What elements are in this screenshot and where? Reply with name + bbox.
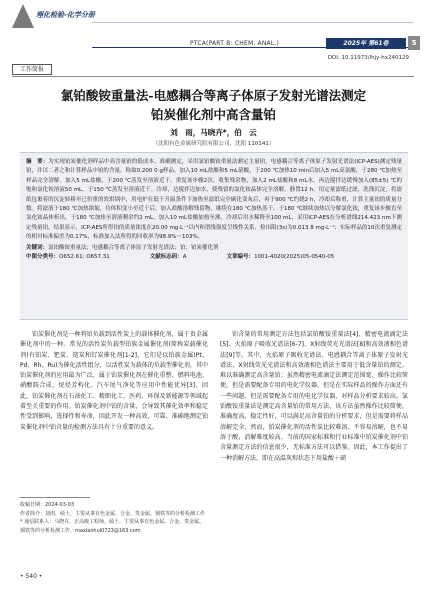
keywords-label: 关键词： <box>26 244 49 251</box>
abstract-box <box>20 152 408 320</box>
body-column-left <box>20 330 208 433</box>
page-badge: 5 <box>408 36 420 50</box>
clc-number: 中图分类号：O652.61; O657.31 <box>26 253 110 260</box>
footnote-received: 收稿日期：2024-03-03 <box>20 502 75 508</box>
journal-title: PTCA(PART B: CHEM. ANAL.) <box>190 40 280 47</box>
header-rule-top <box>92 22 414 23</box>
journal-header <box>0 0 427 52</box>
footnote-author: 作者简介：刘雨，硕士，主要从事有色金属、合金、贵金属、钢铁等的分析检测工作 <box>20 510 206 517</box>
authors: 刘 雨，马晓卉*，伯 云 <box>170 128 257 137</box>
affiliation: （沈阳有色金属研究院有限公司，沈阳 110141） <box>152 141 275 147</box>
body-column-right <box>220 330 408 464</box>
title-line-1: 氯铂酸铵重量法-电感耦合等离子体原子发射光谱法测定 <box>60 88 367 103</box>
journal-logo-text: 理化检验-化学分册 <box>36 11 95 19</box>
footnote-rule <box>20 497 90 498</box>
footnote-corresponding: * 通信联系人：马晓卉，正高级工程师，硕士，主要从事有色金属、合金、贵金属、钢铁等的分析检测工作，maxiaohui0723@163.com <box>20 519 205 534</box>
body-paragraph: 铂含量的常用测定方法包括氯铂酸铵重量法[4]、精密电流滴定法[5]、火焰原子吸收光谱法[6-7]、X射线荧光光谱法[8]和高效液相色谱法[9]等。其中，火焰原子吸收光谱法、电感耦合等离子体原子发射光谱法、X射线荧光光谱法和高效液相色谱法主要用于低含量铂的测定，难以准确测定高含量铂；虽然精密电流滴定法测定范围宽、操作比较简便，但是需要配备专用的电化学仪器，但是在实际样品的操作方面还有一些问题，但是需要配备专用的电化学仪器，对样品分析要求较高。氯铂酸铵重量法是测定高含量铂的常用方法，该方法虽然操作比较简便，准确度高，稳定性好，可以满足高含量铂的分析要求，但是需要将样品溶解完全，然而，铂炭催化剂的活性炭比较难溶，不容易溶解，也不易溶于酸，消解难度较高。当前的国家标准和行业标准中铂炭催化剂中铂含量测定方法的信息很少，无标准方法可以借鉴。因此，本工作提出了一种消解方法，即在高温灰烬状态下用盐酸＋硝 <box>220 331 408 462</box>
section-tag: 工作简报 <box>12 64 52 75</box>
year-issue-badge: 2025年 第61卷 <box>326 38 406 49</box>
journal-logo-icon <box>12 4 34 28</box>
article-title <box>0 86 427 124</box>
keywords <box>26 244 402 253</box>
page-number: • 540 • <box>20 573 43 580</box>
footnotes <box>20 501 208 535</box>
doi: DOI: 10.11973/lhjy-hx240129 <box>327 55 409 61</box>
section-rule <box>12 76 414 77</box>
article-number: 文章编号：1001-4020(2025)05-0540-05 <box>226 253 335 260</box>
abstract-text: 为实现铂炭催化剂样品中高含量铂的低成本、准确测定，采用氯铂酸铵重量法测定主量铂，电感耦合等离子体原子发射光谱法(ICP-AES)测定残量铂，并以二者之和计算样品中铂的含量。称取0.200 0 g样品，加入10 mL盐酸和5 mL硝酸，于200 ℃加热10 min后加入5 mL高氯酸，于280 ℃加热至样品完全溶解。加入5 mL盐酸，于200 ℃蒸发至溶液近干，重复该步骤2次。收集残余物，加入2 mL盐酸和8 mL水，再边搅拌边缓慢加入(85±5) ℃的饱和氯化铵溶液50 mL，于150 ℃蒸发至溶液近干。冷却，边搅拌边加水，使残留的氯化铵晶体完全溶解，静置12 h。用定量滤纸过滤，洗涤沉淀，将滤纸包裹着的沉淀转移至已恒重的瓷坩埚中，用电炉在低于升温条件下加热至滤纸完全碳化变灰后，再于900 ℃灼烧2 h，冷却后称重，计算主量铂的质量分数。将滤液于180 ℃加热浓缩，待体积变小至近干后，加入盐酸溶解残留物，继续在180 ℃加热蒸干。于180 ℃继续加热以分解氯化铵，重复该步骤直至氯化铵晶体析出，于180 ℃加热至溶液剩余约2 mL，加入10 mL盐酸加热至沸，冷却后用水稀释至100 mL，采用ICP-AES在分析谱线214.423 nm下测定残量铂。结果显示，ICP-AES所得铂的质量浓度在20.00 mg·L⁻¹以内和谱线强度呈线性关系，检出限(3s)为0.013 8 mg·L⁻¹；实际样品的10次重复测定的相对标准偏差为0.17%，标准加入法所得的回收率为98.9%～103%。 <box>26 159 402 241</box>
keywords-text: 氯铂酸铵重量法；电感耦合等离子体原子发射光谱法；铂；铂炭催化剂 <box>48 244 219 251</box>
title-line-2: 铂炭催化剂中高含量铂 <box>150 107 276 122</box>
abstract <box>26 158 402 243</box>
body-paragraph: 铂炭催化剂是一种将铂负载到活性炭上的载体催化剂，属于贵金属催化剂中的一种。常见的活性炭负载型铂族金属催化剂(简称炭载催化剂)有铂炭、钯炭、铑炭和钌炭催化剂[1-2]，它们是以铂族金属(Pt、Pd、Rh、Ru)为催化活性组分，以活性炭为载体的负载型催化剂，其中铂炭催化剂的应用最为广泛，属于铂炭催化剂在催化重整、燃料电池、硝酸胺合成、烷烃芳构化、汽车尾气净化等应用中性能优异[3]，因此，铂炭催化剂在石油化工、精细化工、医药、环保及新能源等领域起着至关重要的作用。铂炭催化剂中铂的含量，会导致其催化效率和稳定性受到影响，选择性和寿命，因此开发一种高效、可靠、准确地测定铂炭催化剂中铂含量的检测方法具有十分重要的意义。 <box>20 331 208 431</box>
abstract-label: 摘 要： <box>26 159 49 165</box>
classification-line <box>26 253 402 262</box>
document-code: 文献标志码：A <box>149 253 187 260</box>
